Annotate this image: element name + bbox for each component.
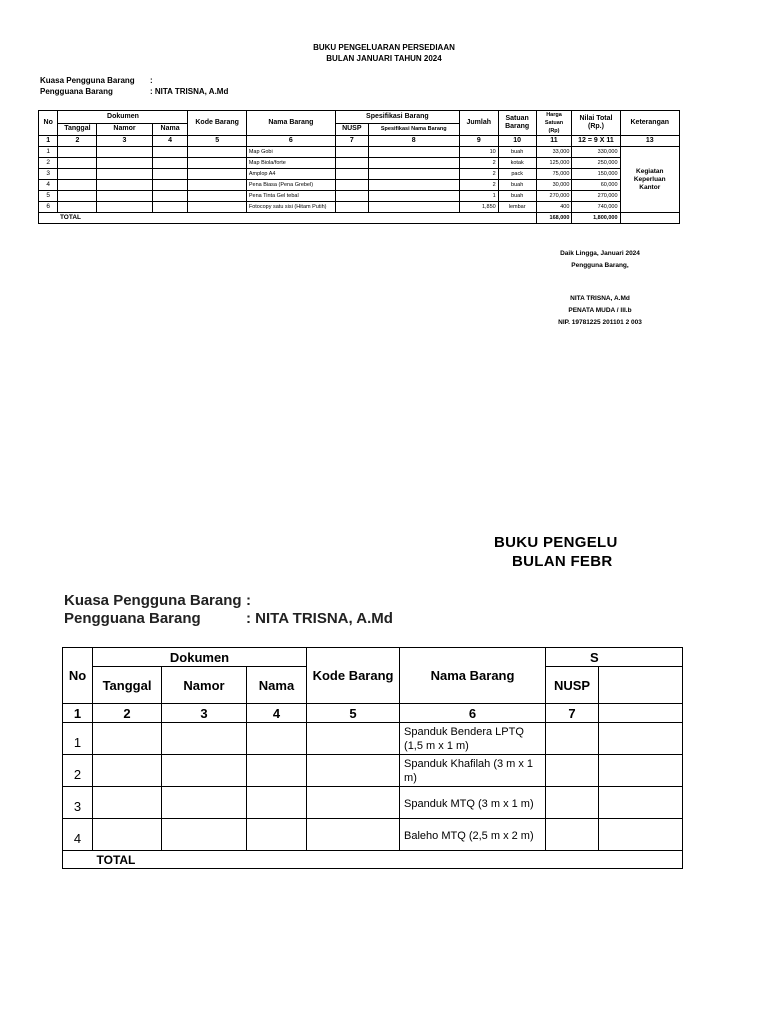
row-no: 6 [39, 202, 58, 213]
page2-pengguna-label: Pengguana Barang [64, 610, 201, 627]
row-harga: 30,000 [536, 180, 572, 191]
page2-crop [0, 520, 618, 900]
header-dokumen: Dokumen [58, 111, 188, 124]
header-nama: Nama [152, 123, 188, 136]
row-nama-barang: Map Biola/forte [246, 158, 335, 169]
index-cell: 1 [39, 136, 58, 147]
header-jumlah: Jumlah [459, 111, 498, 136]
page2-table [62, 647, 683, 869]
table-row [39, 158, 680, 169]
index-cell: 4 [152, 136, 188, 147]
kuasa-value: : [150, 76, 153, 85]
pengguna-value: : NITA TRISNA, A.Md [150, 87, 229, 96]
table-row [39, 169, 680, 180]
row-jumlah: 1,850 [459, 202, 498, 213]
p2-row-nama-barang: Baleho MTQ (2,5 m x 2 m) [400, 819, 546, 851]
p2-row-nama-barang: Spanduk Khafilah (3 m x 1 m) [400, 755, 546, 787]
p2-header-kode: Kode Barang [307, 648, 400, 704]
header-spesifikasi-nama: Spesifikasi Nama Barang [368, 123, 459, 136]
p2-index-cell: 7 [546, 704, 599, 723]
header-kode-barang: Kode Barang [188, 111, 246, 136]
page2-subtitle: BULAN FEBR [512, 553, 613, 570]
p2-header-tanggal: Tanggal [93, 667, 162, 704]
table-row [39, 147, 680, 158]
row-no: 4 [39, 180, 58, 191]
table-row [39, 180, 680, 191]
index-cell: 13 [620, 136, 679, 147]
row-jumlah: 2 [459, 180, 498, 191]
index-cell: 2 [58, 136, 97, 147]
p2-header-nusp: NUSP [546, 667, 599, 704]
header-spesifikasi: Spesifikasi Barang [335, 111, 459, 124]
index-cell: 10 [498, 136, 536, 147]
p2-row-nama-barang: Spanduk Bendera LPTQ (1,5 m x 1 m) [400, 723, 546, 755]
row-nilai: 270,000 [572, 191, 620, 202]
p2-header-spesifikasi: S [546, 648, 683, 667]
row-harga: 270,000 [536, 191, 572, 202]
page2-kuasa-label: Kuasa Pengguna Barang [64, 592, 242, 609]
p2-header-no: No [63, 648, 93, 704]
row-satuan: pack [498, 169, 536, 180]
row-harga: 75,000 [536, 169, 572, 180]
header-nilai: Nilai Total (Rp.) [572, 111, 620, 136]
row-satuan: buah [498, 180, 536, 191]
index-cell: 6 [246, 136, 335, 147]
p2-table-row [63, 787, 683, 819]
p2-row-no: 4 [63, 819, 93, 851]
index-cell: 11 [536, 136, 572, 147]
keterangan-note: Kegiatan Keperluan Kantor [620, 147, 679, 213]
header-keterangan: Keterangan [620, 111, 679, 136]
signature-name: NITA TRISNA, A.Md [570, 295, 630, 302]
row-harga: 400 [536, 202, 572, 213]
row-jumlah: 2 [459, 169, 498, 180]
header-tanggal: Tanggal [58, 123, 97, 136]
header-harga: Harga Satuan (Rp) [536, 111, 572, 136]
index-row [39, 136, 680, 147]
header-nama-barang: Nama Barang [246, 111, 335, 136]
p2-index-cell: 4 [247, 704, 307, 723]
row-satuan: buah [498, 147, 536, 158]
expenditure-table [38, 110, 680, 224]
p2-header-nama-barang: Nama Barang [400, 648, 546, 704]
total-label: TOTAL [58, 213, 536, 224]
p2-table-row [63, 819, 683, 851]
row-harga: 125,000 [536, 158, 572, 169]
index-cell: 8 [368, 136, 459, 147]
page2-title: BUKU PENGELU [494, 534, 618, 551]
row-no: 2 [39, 158, 58, 169]
index-cell: 12 = 9 X 11 [572, 136, 620, 147]
row-jumlah: 1 [459, 191, 498, 202]
p2-index-row [63, 704, 683, 723]
row-satuan: kotak [498, 158, 536, 169]
pengguna-label: Pengguana Barang [40, 87, 113, 96]
index-cell: 3 [97, 136, 152, 147]
p2-row-no: 2 [63, 755, 93, 787]
signature-nip: NIP. 19781225 201101 2 003 [558, 319, 642, 326]
total-harga: 168,000 [536, 213, 572, 224]
p2-header-nama: Nama [247, 667, 307, 704]
header-namor: Namor [97, 123, 152, 136]
table-row [39, 202, 680, 213]
document-title: BUKU PENGELUARAN PERSEDIAAN [313, 43, 455, 52]
row-no: 3 [39, 169, 58, 180]
signature-role: Pengguna Barang, [571, 262, 629, 269]
row-nilai: 330,000 [572, 147, 620, 158]
p2-row-nama-barang: Spanduk MTQ (3 m x 1 m) [400, 787, 546, 819]
header-satuan: Satuan Barang [498, 111, 536, 136]
table-row [39, 191, 680, 202]
row-no: 1 [39, 147, 58, 158]
p2-table-row [63, 755, 683, 787]
row-nilai: 60,000 [572, 180, 620, 191]
document-subtitle: BULAN JANUARI TAHUN 2024 [326, 54, 442, 63]
row-nilai: 740,000 [572, 202, 620, 213]
signature-rank: PENATA MUDA / III.b [568, 307, 632, 314]
page2-kuasa-value: : [246, 592, 251, 609]
total-nilai: 1,800,000 [572, 213, 620, 224]
p2-row-no: 1 [63, 723, 93, 755]
p2-index-cell: 6 [400, 704, 546, 723]
p2-index-cell: 2 [93, 704, 162, 723]
row-nama-barang: Pena Biasa (Pena Grebel) [246, 180, 335, 191]
kuasa-label: Kuasa Pengguna Barang [40, 76, 135, 85]
p2-index-cell: 5 [307, 704, 400, 723]
p2-total-row [63, 851, 683, 869]
p2-header-dokumen: Dokumen [93, 648, 307, 667]
row-nilai: 250,000 [572, 158, 620, 169]
header-no: No [39, 111, 58, 136]
row-nama-barang: Amplop A4 [246, 169, 335, 180]
row-harga: 33,000 [536, 147, 572, 158]
row-nilai: 150,000 [572, 169, 620, 180]
index-cell: 5 [188, 136, 246, 147]
row-jumlah: 10 [459, 147, 498, 158]
index-cell: 7 [335, 136, 368, 147]
row-nama-barang: Pena Tinta Gel tebal [246, 191, 335, 202]
p2-row-no: 3 [63, 787, 93, 819]
row-nama-barang: Map Gobi [246, 147, 335, 158]
row-jumlah: 2 [459, 158, 498, 169]
index-cell: 9 [459, 136, 498, 147]
row-nama-barang: Fotocopy satu sisi (Hitam Putih) [246, 202, 335, 213]
p2-index-cell: 1 [63, 704, 93, 723]
p2-table-row [63, 723, 683, 755]
row-satuan: lembar [498, 202, 536, 213]
total-row [39, 213, 680, 224]
page2-pengguna-value: : NITA TRISNA, A.Md [246, 610, 393, 627]
row-no: 5 [39, 191, 58, 202]
header-nusp: NUSP [335, 123, 368, 136]
p2-header-namor: Namor [162, 667, 247, 704]
row-satuan: buah [498, 191, 536, 202]
p2-index-cell: 3 [162, 704, 247, 723]
signature-place-date: Daik Lingga, Januari 2024 [560, 250, 640, 257]
p2-total-label: TOTAL [93, 851, 683, 869]
